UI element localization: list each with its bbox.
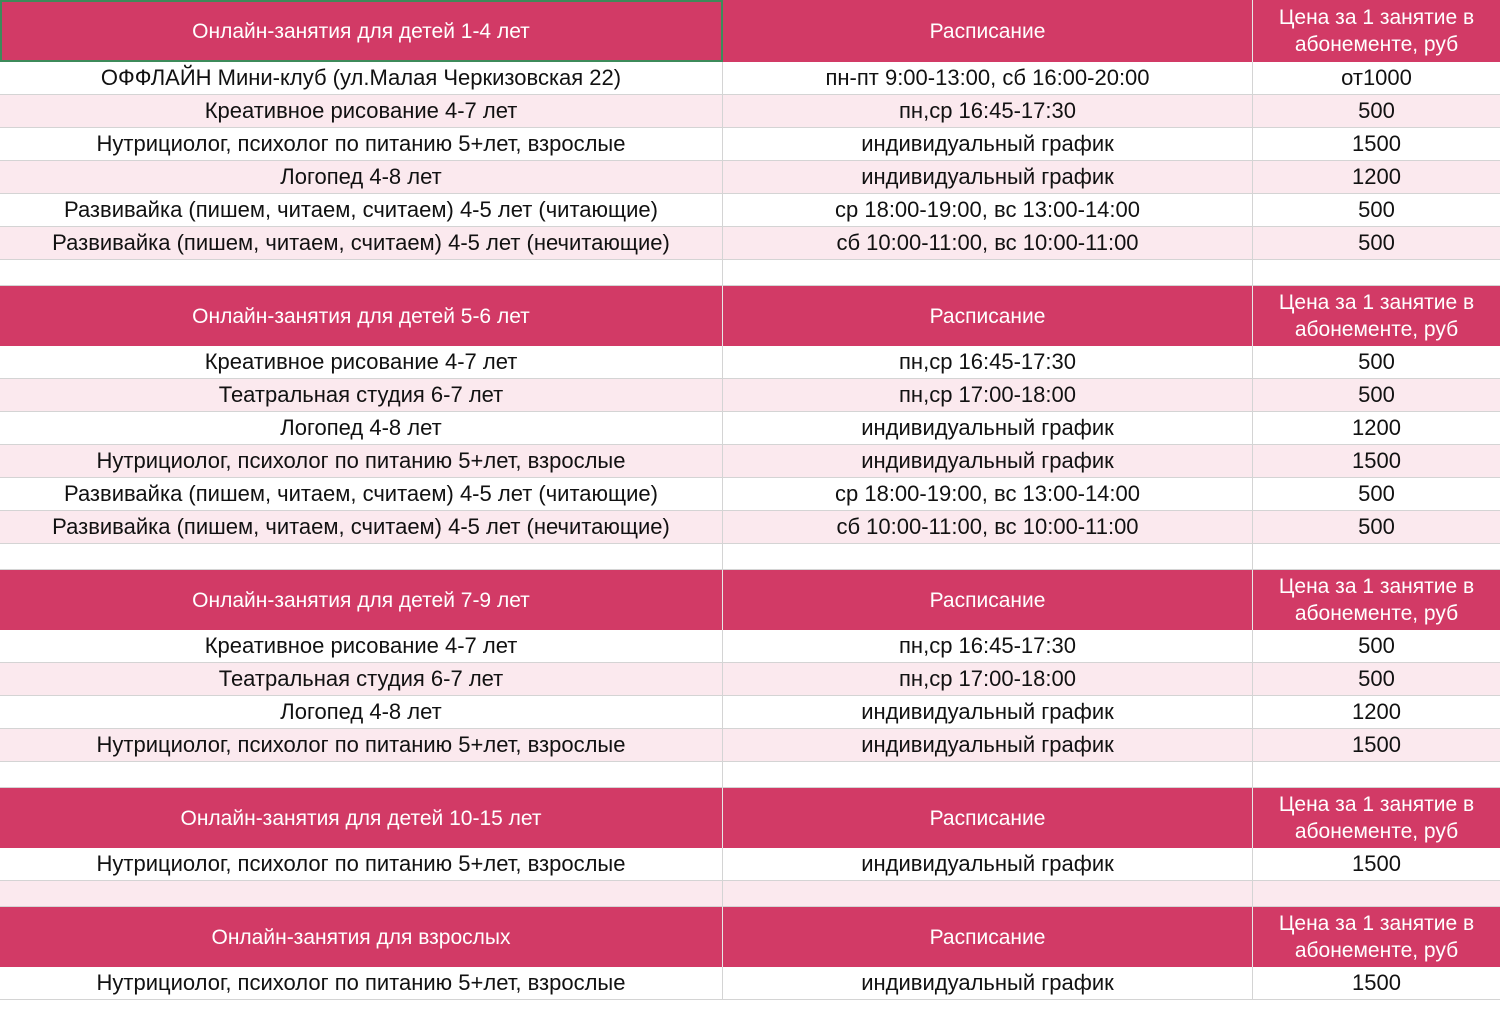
header-schedule-cell[interactable]: Расписание [723, 286, 1253, 346]
schedule-cell[interactable]: пн,ср 17:00-18:00 [723, 663, 1253, 696]
table-row [0, 412, 1500, 445]
empty-cell[interactable] [1253, 881, 1500, 907]
empty-cell[interactable] [723, 260, 1253, 286]
empty-cell[interactable] [723, 544, 1253, 570]
price-cell[interactable]: 500 [1253, 379, 1500, 412]
price-cell[interactable]: 1200 [1253, 412, 1500, 445]
table-row [0, 478, 1500, 511]
table-row [0, 511, 1500, 544]
empty-row [0, 881, 1500, 907]
table-row [0, 729, 1500, 762]
table-row [0, 95, 1500, 128]
empty-cell[interactable] [1253, 544, 1500, 570]
schedule-cell[interactable]: индивидуальный график [723, 445, 1253, 478]
class-name-cell[interactable]: ОФФЛАЙН Мини-клуб (ул.Малая Черкизовская 22) [0, 62, 723, 95]
class-name-cell[interactable]: Нутрициолог, психолог по питанию 5+лет, взрослые [0, 128, 723, 161]
schedule-cell[interactable]: индивидуальный график [723, 412, 1253, 445]
schedule-cell[interactable]: пн,ср 16:45-17:30 [723, 630, 1253, 663]
header-price-cell[interactable]: Цена за 1 занятие в абонементе, руб [1253, 570, 1500, 630]
class-name-cell[interactable]: Развивайка (пишем, читаем, считаем) 4-5 лет (нечитающие) [0, 511, 723, 544]
table-row [0, 445, 1500, 478]
class-name-cell[interactable]: Нутрициолог, психолог по питанию 5+лет, взрослые [0, 445, 723, 478]
empty-cell[interactable] [0, 544, 723, 570]
table-row [0, 379, 1500, 412]
schedule-cell[interactable]: индивидуальный график [723, 729, 1253, 762]
class-name-cell[interactable]: Нутрициолог, психолог по питанию 5+лет, взрослые [0, 848, 723, 881]
header-price-cell[interactable]: Цена за 1 занятие в абонементе, руб [1253, 0, 1500, 62]
empty-cell[interactable] [723, 881, 1253, 907]
empty-cell[interactable] [723, 762, 1253, 788]
empty-row [0, 544, 1500, 570]
schedule-cell[interactable]: пн-пт 9:00-13:00, сб 16:00-20:00 [723, 62, 1253, 95]
empty-cell[interactable] [0, 881, 723, 907]
section-header-row [0, 570, 1500, 630]
table-row [0, 194, 1500, 227]
empty-cell[interactable] [0, 260, 723, 286]
header-title-cell[interactable]: Онлайн-занятия для детей 1-4 лет [0, 0, 723, 62]
price-cell[interactable]: 500 [1253, 227, 1500, 260]
class-name-cell[interactable]: Креативное рисование 4-7 лет [0, 630, 723, 663]
header-schedule-cell[interactable]: Расписание [723, 907, 1253, 967]
section-header-row [0, 0, 1500, 62]
table-row [0, 161, 1500, 194]
table-row [0, 663, 1500, 696]
class-name-cell[interactable]: Развивайка (пишем, читаем, считаем) 4-5 лет (читающие) [0, 194, 723, 227]
schedule-cell[interactable]: пн,ср 16:45-17:30 [723, 346, 1253, 379]
empty-cell[interactable] [0, 762, 723, 788]
header-title-cell[interactable]: Онлайн-занятия для детей 5-6 лет [0, 286, 723, 346]
class-name-cell[interactable]: Креативное рисование 4-7 лет [0, 346, 723, 379]
price-cell[interactable]: 1500 [1253, 128, 1500, 161]
price-cell[interactable]: 1500 [1253, 848, 1500, 881]
header-schedule-cell[interactable]: Расписание [723, 0, 1253, 62]
schedule-cell[interactable]: пн,ср 17:00-18:00 [723, 379, 1253, 412]
schedule-cell[interactable]: пн,ср 16:45-17:30 [723, 95, 1253, 128]
schedule-cell[interactable]: сб 10:00-11:00, вс 10:00-11:00 [723, 227, 1253, 260]
schedule-cell[interactable]: ср 18:00-19:00, вс 13:00-14:00 [723, 478, 1253, 511]
empty-cell[interactable] [1253, 762, 1500, 788]
price-cell[interactable]: 500 [1253, 194, 1500, 227]
class-name-cell[interactable]: Логопед 4-8 лет [0, 412, 723, 445]
empty-row [0, 762, 1500, 788]
schedule-cell[interactable]: индивидуальный график [723, 967, 1253, 1000]
price-cell[interactable]: 500 [1253, 511, 1500, 544]
price-cell[interactable]: 1500 [1253, 729, 1500, 762]
header-price-cell[interactable]: Цена за 1 занятие в абонементе, руб [1253, 907, 1500, 967]
schedule-cell[interactable]: индивидуальный график [723, 161, 1253, 194]
schedule-cell[interactable]: сб 10:00-11:00, вс 10:00-11:00 [723, 511, 1253, 544]
price-cell[interactable]: 500 [1253, 346, 1500, 379]
schedule-cell[interactable]: ср 18:00-19:00, вс 13:00-14:00 [723, 194, 1253, 227]
class-name-cell[interactable]: Театральная студия 6-7 лет [0, 663, 723, 696]
header-title-cell[interactable]: Онлайн-занятия для взрослых [0, 907, 723, 967]
price-cell[interactable]: 500 [1253, 630, 1500, 663]
table-row [0, 128, 1500, 161]
price-cell[interactable]: 1200 [1253, 696, 1500, 729]
table-row [0, 346, 1500, 379]
table-row [0, 630, 1500, 663]
class-name-cell[interactable]: Креативное рисование 4-7 лет [0, 95, 723, 128]
header-price-cell[interactable]: Цена за 1 занятие в абонементе, руб [1253, 788, 1500, 848]
price-cell[interactable]: 500 [1253, 663, 1500, 696]
class-name-cell[interactable]: Нутрициолог, психолог по питанию 5+лет, взрослые [0, 729, 723, 762]
price-cell[interactable]: от1000 [1253, 62, 1500, 95]
schedule-cell[interactable]: индивидуальный график [723, 128, 1253, 161]
section-header-row [0, 788, 1500, 848]
table-row [0, 848, 1500, 881]
schedule-cell[interactable]: индивидуальный график [723, 848, 1253, 881]
empty-row [0, 260, 1500, 286]
price-cell[interactable]: 1200 [1253, 161, 1500, 194]
table-row [0, 62, 1500, 95]
section-header-row [0, 286, 1500, 346]
price-cell[interactable]: 1500 [1253, 967, 1500, 1000]
class-name-cell[interactable]: Логопед 4-8 лет [0, 696, 723, 729]
class-name-cell[interactable]: Театральная студия 6-7 лет [0, 379, 723, 412]
table-row [0, 227, 1500, 260]
class-name-cell[interactable]: Развивайка (пишем, читаем, считаем) 4-5 лет (читающие) [0, 478, 723, 511]
header-title-cell[interactable]: Онлайн-занятия для детей 7-9 лет [0, 570, 723, 630]
header-price-cell[interactable]: Цена за 1 занятие в абонементе, руб [1253, 286, 1500, 346]
header-title-cell[interactable]: Онлайн-занятия для детей 10-15 лет [0, 788, 723, 848]
price-cell[interactable]: 500 [1253, 478, 1500, 511]
table-row [0, 967, 1500, 1000]
header-schedule-cell[interactable]: Расписание [723, 788, 1253, 848]
price-cell[interactable]: 1500 [1253, 445, 1500, 478]
price-cell[interactable]: 500 [1253, 95, 1500, 128]
class-name-cell[interactable]: Нутрициолог, психолог по питанию 5+лет, взрослые [0, 967, 723, 1000]
header-schedule-cell[interactable]: Расписание [723, 570, 1253, 630]
table-row [0, 696, 1500, 729]
section-header-row [0, 907, 1500, 967]
schedule-cell[interactable]: индивидуальный график [723, 696, 1253, 729]
class-name-cell[interactable]: Логопед 4-8 лет [0, 161, 723, 194]
empty-cell[interactable] [1253, 260, 1500, 286]
class-name-cell[interactable]: Развивайка (пишем, читаем, считаем) 4-5 лет (нечитающие) [0, 227, 723, 260]
